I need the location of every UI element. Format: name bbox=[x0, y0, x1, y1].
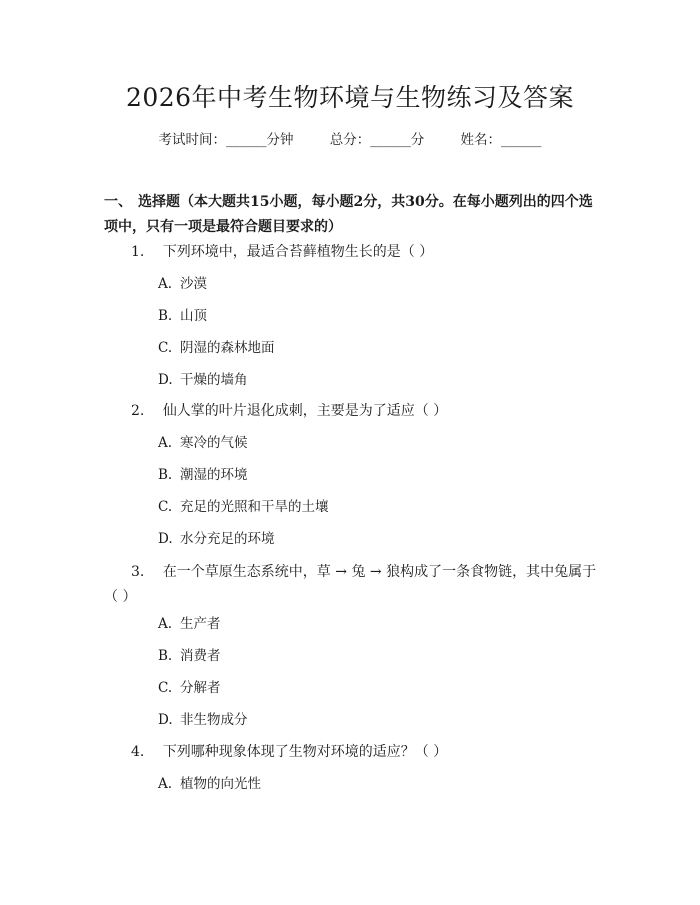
section-instructions: 选择题（本大题共15小题，每小题2分，共30分。在每小题列出的四个选项中，只有一项是最符合题目要求的） bbox=[104, 194, 593, 235]
option-letter: C. bbox=[158, 680, 173, 696]
option-1d bbox=[158, 369, 598, 391]
option-text: 非生物成分 bbox=[180, 712, 248, 728]
option-letter: B. bbox=[158, 308, 173, 324]
question-text: 下列哪种现象体现了生物对环境的适应？（ ） bbox=[162, 744, 448, 760]
question-number: 3. bbox=[131, 564, 145, 580]
option-letter: C. bbox=[158, 340, 173, 356]
total-score-label: 总分： bbox=[329, 132, 371, 148]
option-1b bbox=[158, 305, 598, 327]
question-text: 下列环境中，最适合苔藓植物生长的是（ ） bbox=[162, 244, 434, 260]
option-letter: A. bbox=[158, 435, 173, 451]
option-2d bbox=[158, 528, 598, 550]
option-text: 分解者 bbox=[180, 680, 221, 696]
question-number: 4. bbox=[131, 744, 145, 760]
total-score-field bbox=[330, 130, 425, 150]
question-number: 2. bbox=[131, 403, 145, 419]
option-letter: B. bbox=[158, 467, 173, 483]
exam-time-unit: 分钟 bbox=[266, 132, 294, 148]
option-text: 生产者 bbox=[180, 616, 221, 632]
option-letter: B. bbox=[158, 648, 173, 664]
question-4 bbox=[104, 740, 600, 765]
option-letter: A. bbox=[158, 776, 173, 792]
option-letter: C. bbox=[158, 499, 173, 515]
option-letter: A. bbox=[158, 616, 173, 632]
option-2b bbox=[158, 464, 598, 486]
exam-time-label: 考试时间： bbox=[158, 132, 226, 148]
option-3a bbox=[158, 613, 598, 635]
option-letter: D. bbox=[158, 531, 173, 547]
option-2a bbox=[158, 432, 598, 454]
student-name-label: 姓名： bbox=[460, 132, 502, 148]
exam-time-blank: ______ bbox=[225, 132, 267, 148]
exam-info-line bbox=[0, 130, 700, 150]
question-number: 1. bbox=[131, 244, 145, 260]
question-1 bbox=[104, 240, 600, 265]
option-4a bbox=[158, 773, 598, 795]
option-3d bbox=[158, 709, 598, 731]
student-name-blank: ______ bbox=[501, 132, 542, 148]
question-2 bbox=[104, 399, 600, 424]
option-1a bbox=[158, 273, 598, 295]
option-text: 沙漠 bbox=[180, 276, 207, 292]
option-3c bbox=[158, 677, 598, 699]
option-letter: A. bbox=[158, 276, 173, 292]
option-1c bbox=[158, 337, 598, 359]
question-text: 仙人掌的叶片退化成刺，主要是为了适应（ ） bbox=[162, 403, 448, 419]
option-text: 充足的光照和干旱的土壤 bbox=[180, 499, 329, 515]
option-letter: D. bbox=[158, 712, 173, 728]
student-name-field bbox=[461, 130, 542, 150]
option-text: 植物的向光性 bbox=[180, 776, 261, 792]
option-text: 干燥的墙角 bbox=[180, 372, 248, 388]
section-heading bbox=[104, 190, 604, 240]
question-3 bbox=[104, 560, 600, 610]
document-title: 2026年中考生物环境与生物练习及答案 bbox=[125, 83, 575, 112]
option-2c bbox=[158, 496, 598, 518]
option-letter: D. bbox=[158, 372, 173, 388]
option-text: 水分充足的环境 bbox=[180, 531, 275, 547]
option-text: 寒冷的气候 bbox=[180, 435, 248, 451]
exam-time-field bbox=[158, 130, 293, 150]
section-number: 一、 bbox=[104, 194, 132, 210]
option-3b bbox=[158, 645, 598, 667]
total-score-unit: 分 bbox=[410, 132, 425, 148]
option-text: 潮湿的环境 bbox=[180, 467, 248, 483]
question-text: 在一个草原生态系统中，草 → 兔 → 狼构成了一条食物链，其中兔属于（ ） bbox=[104, 564, 597, 605]
total-score-blank: ______ bbox=[370, 132, 411, 148]
option-text: 山顶 bbox=[180, 308, 207, 324]
option-text: 消费者 bbox=[180, 648, 221, 664]
option-text: 阴湿的森林地面 bbox=[180, 340, 275, 356]
